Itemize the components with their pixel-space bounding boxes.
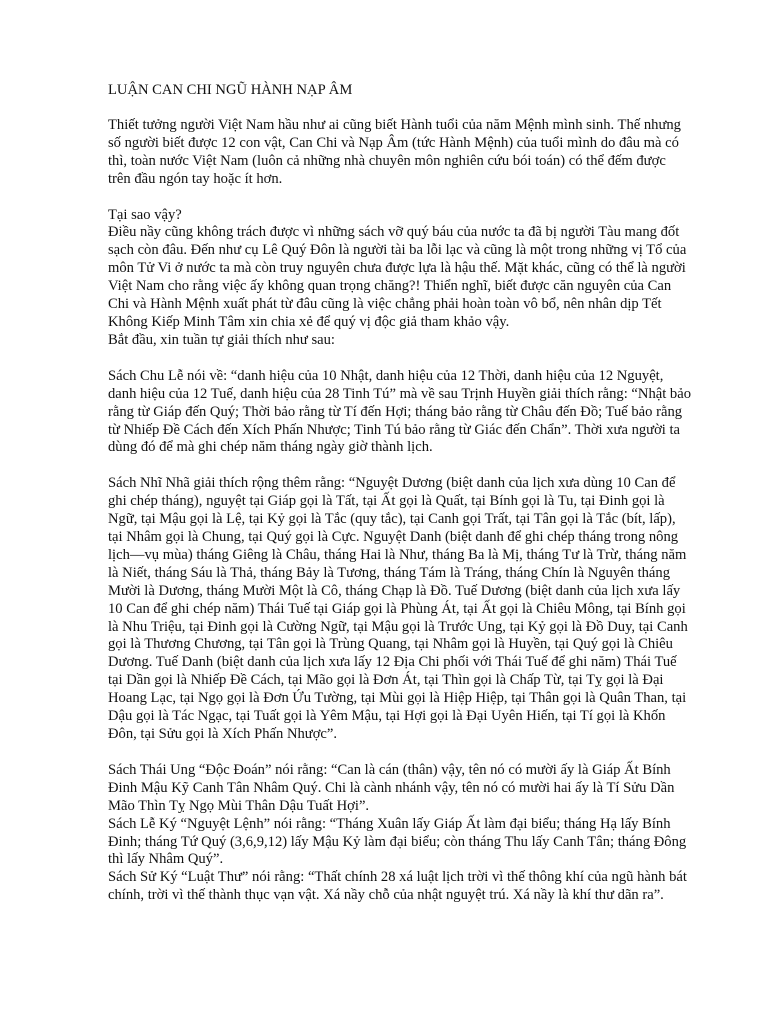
paragraph-nhi-nha: Sách Nhĩ Nhã giải thích rộng thêm rằng: “Nguyệt Dương (biệt danh của lịch xưa dùng 10 Can để ghi chép tháng), nguyệt tại Giáp gọi là Tất, tại Ất gọi là Quất, tại Bính gọi là Tu, tại Đinh gọi là Ngữ, tại Mậu gọi là Lệ, tại Kỷ gọi là Tắc (quy tắc), tại Canh gọi Trất, tại Tân gọi là Tắc (bít, lấp), tại Nhâm gọi là Chung, tại Quý gọi là Cực. Nguyệt Danh (biệt danh để ghi chép tháng trong nông lịch—vụ mùa) tháng Giêng là Châu, tháng Hai là Như, tháng Ba là Mị, tháng Tư là Trừ, tháng năm là Niết, tháng Sáu là Thả, tháng Bảy là Tương, tháng Tám là Tráng, tháng Chín là Nguyên tháng Mười là Dương, tháng Mười Một là Cô, tháng Chạp là Đồ. Tuế Dương (biệt danh của lịch xưa lấy 10 Can để ghi chép năm) Thái Tuế tại Giáp gọi là Phùng Át, tại Ất gọi là Chiêu Mông, tại Bính gọi là Nhu Triệu, tại Đinh gọi là Cường Ngữ, tại Mậu gọi là Trước Ung, tại Kỷ gọi là Đồ Duy, tại Canh gọi là Thương Chương, tại Tân gọi là Trùng Quang, tại Nhâm gọi là Huyền, tại Quý gọi là Chiêu Dương. Tuế Danh (biệt danh của lịch xưa lấy 12 Địa Chi phối với Thái Tuế để ghi năm) Thái Tuế tại Dần gọi là Nhiếp Đề Cách, tại Mão gọi là Đơn Át, tại Thìn gọi là Chấp Từ, tại Tỵ gọi là Đại Hoang Lạc, tại Ngọ gọi là Đơn Ứu Tường, tại Mùi gọi là Hiệp Hiệp, tại Thân gọi là Quân Than, tại Dậu gọi là Tác Ngạc, tại Tuất gọi là Yêm Mậu, tại Hợi gọi là Đại Uyên Hiến, tại Tí gọi là Khốn Đôn, tại Sửu gọi là Xích Phấn Nhược”. — [108, 475, 688, 742]
paragraph-start: Bắt đầu, xin tuần tự giải thích như sau: — [108, 331, 335, 348]
paragraph-gap — [108, 350, 692, 368]
paragraph-gap — [108, 457, 692, 475]
paragraph-intro: Thiết tưởng người Việt Nam hầu như ai cũng biết Hành tuổi của năm Mệnh mình sinh. Thế nhưng số người biết được 12 con vật, Can Chi và Nạp Âm (tức Hành Mệnh) của tuổi mình do đâu mà có thì, toàn nước Việt Nam (luôn cả những nhà chuyên môn nghiên cứu bói toán) có thể đếm được trên đầu ngón tay hoặc ít hơn. — [108, 116, 681, 187]
paragraph-le-ky: Sách Lễ Ký “Nguyệt Lệnh” nói rằng: “Tháng Xuân lấy Giáp Ất làm đại biểu; tháng Hạ lấy Bính Đinh; tháng Tứ Quý (3,6,9,12) lấy Mậu Kỷ làm đại biểu; còn tháng Thu lấy Canh Tân; tháng Đông thì lấy Nhâm Quý”. — [108, 815, 687, 868]
paragraph-gap — [108, 744, 692, 762]
paragraph-explanation: Điều nầy cũng không trách được vì những sách vỡ quý báu của nước ta đã bị người Tàu mang đốt sạch còn đâu. Đến như cụ Lê Quý Đôn là người tài ba lỗi lạc và cũng là một trong những vị Tổ của môn Tử Vi ở nước ta mà còn truy nguyên chưa được lựa là hậu thế. Mặt khác, cũng có thể là người Việt Nam cho rằng việc ấy không quan trọng chăng?! Thiển nghĩ, biết được căn nguyên của Can Chi và Hành Mệnh xuất phát từ đâu cũng là việc chẳng phải hoàn toàn vô bổ, nên nhân dịp Tết Không Kiếp Minh Tâm xin chia xẻ để quý vị độc giả tham khảo vậy. — [108, 224, 687, 330]
document-page — [108, 82, 692, 905]
paragraph-su-ky: Sách Sử Ký “Luật Thư” nói rằng: “Thất chính 28 xá luật lịch trời vì thế thông khí của ngũ hành bát chính, trời vì thế thành thục vạn vật. Xá nầy chỗ của nhật nguyệt trú. Xá nầy là khí thư dãn ra”. — [108, 869, 687, 904]
paragraph-thai-ung: Sách Thái Ung “Độc Đoán” nói rằng: “Can là cán (thân) vậy, tên nó có mười ấy là Giáp Ất Bính Đinh Mậu Kỹ Canh Tân Nhâm Quý. Chi là cành nhánh vậy, tên nó có mười hai ấy là Tí Sửu Dần Mão Thìn Tỵ Ngọ Mùi Thân Dậu Tuất Hợi”. — [108, 761, 675, 814]
document-title: LUẬN CAN CHI NGŨ HÀNH NẠP ÂM — [108, 82, 353, 98]
paragraph-question: Tại sao vậy? — [108, 206, 182, 223]
paragraph-gap — [108, 189, 692, 207]
paragraph-chu-le: Sách Chu Lễ nói về: “danh hiệu của 10 Nhật, danh hiệu của 12 Thời, danh hiệu của 12 Nguyệt, danh hiệu của 12 Tuế, danh hiệu của 28 Tinh Tú” mà về sau Trịnh Huyền giải thích rằng: “Nhật bảo rằng từ Giáp đến Quý; Thời bảo rằng từ Tí đến Hợi; tháng bảo rằng từ Châu đến Đồ; Tuế bảo rằng từ Nhiếp Đề Cách đến Xích Phấn Nhược; Tinh Tú bảo rằng từ Giác đến Chẩn”. Thời xưa người ta dùng đó để mà ghi chép năm tháng ngày giờ thành lịch. — [108, 367, 691, 456]
